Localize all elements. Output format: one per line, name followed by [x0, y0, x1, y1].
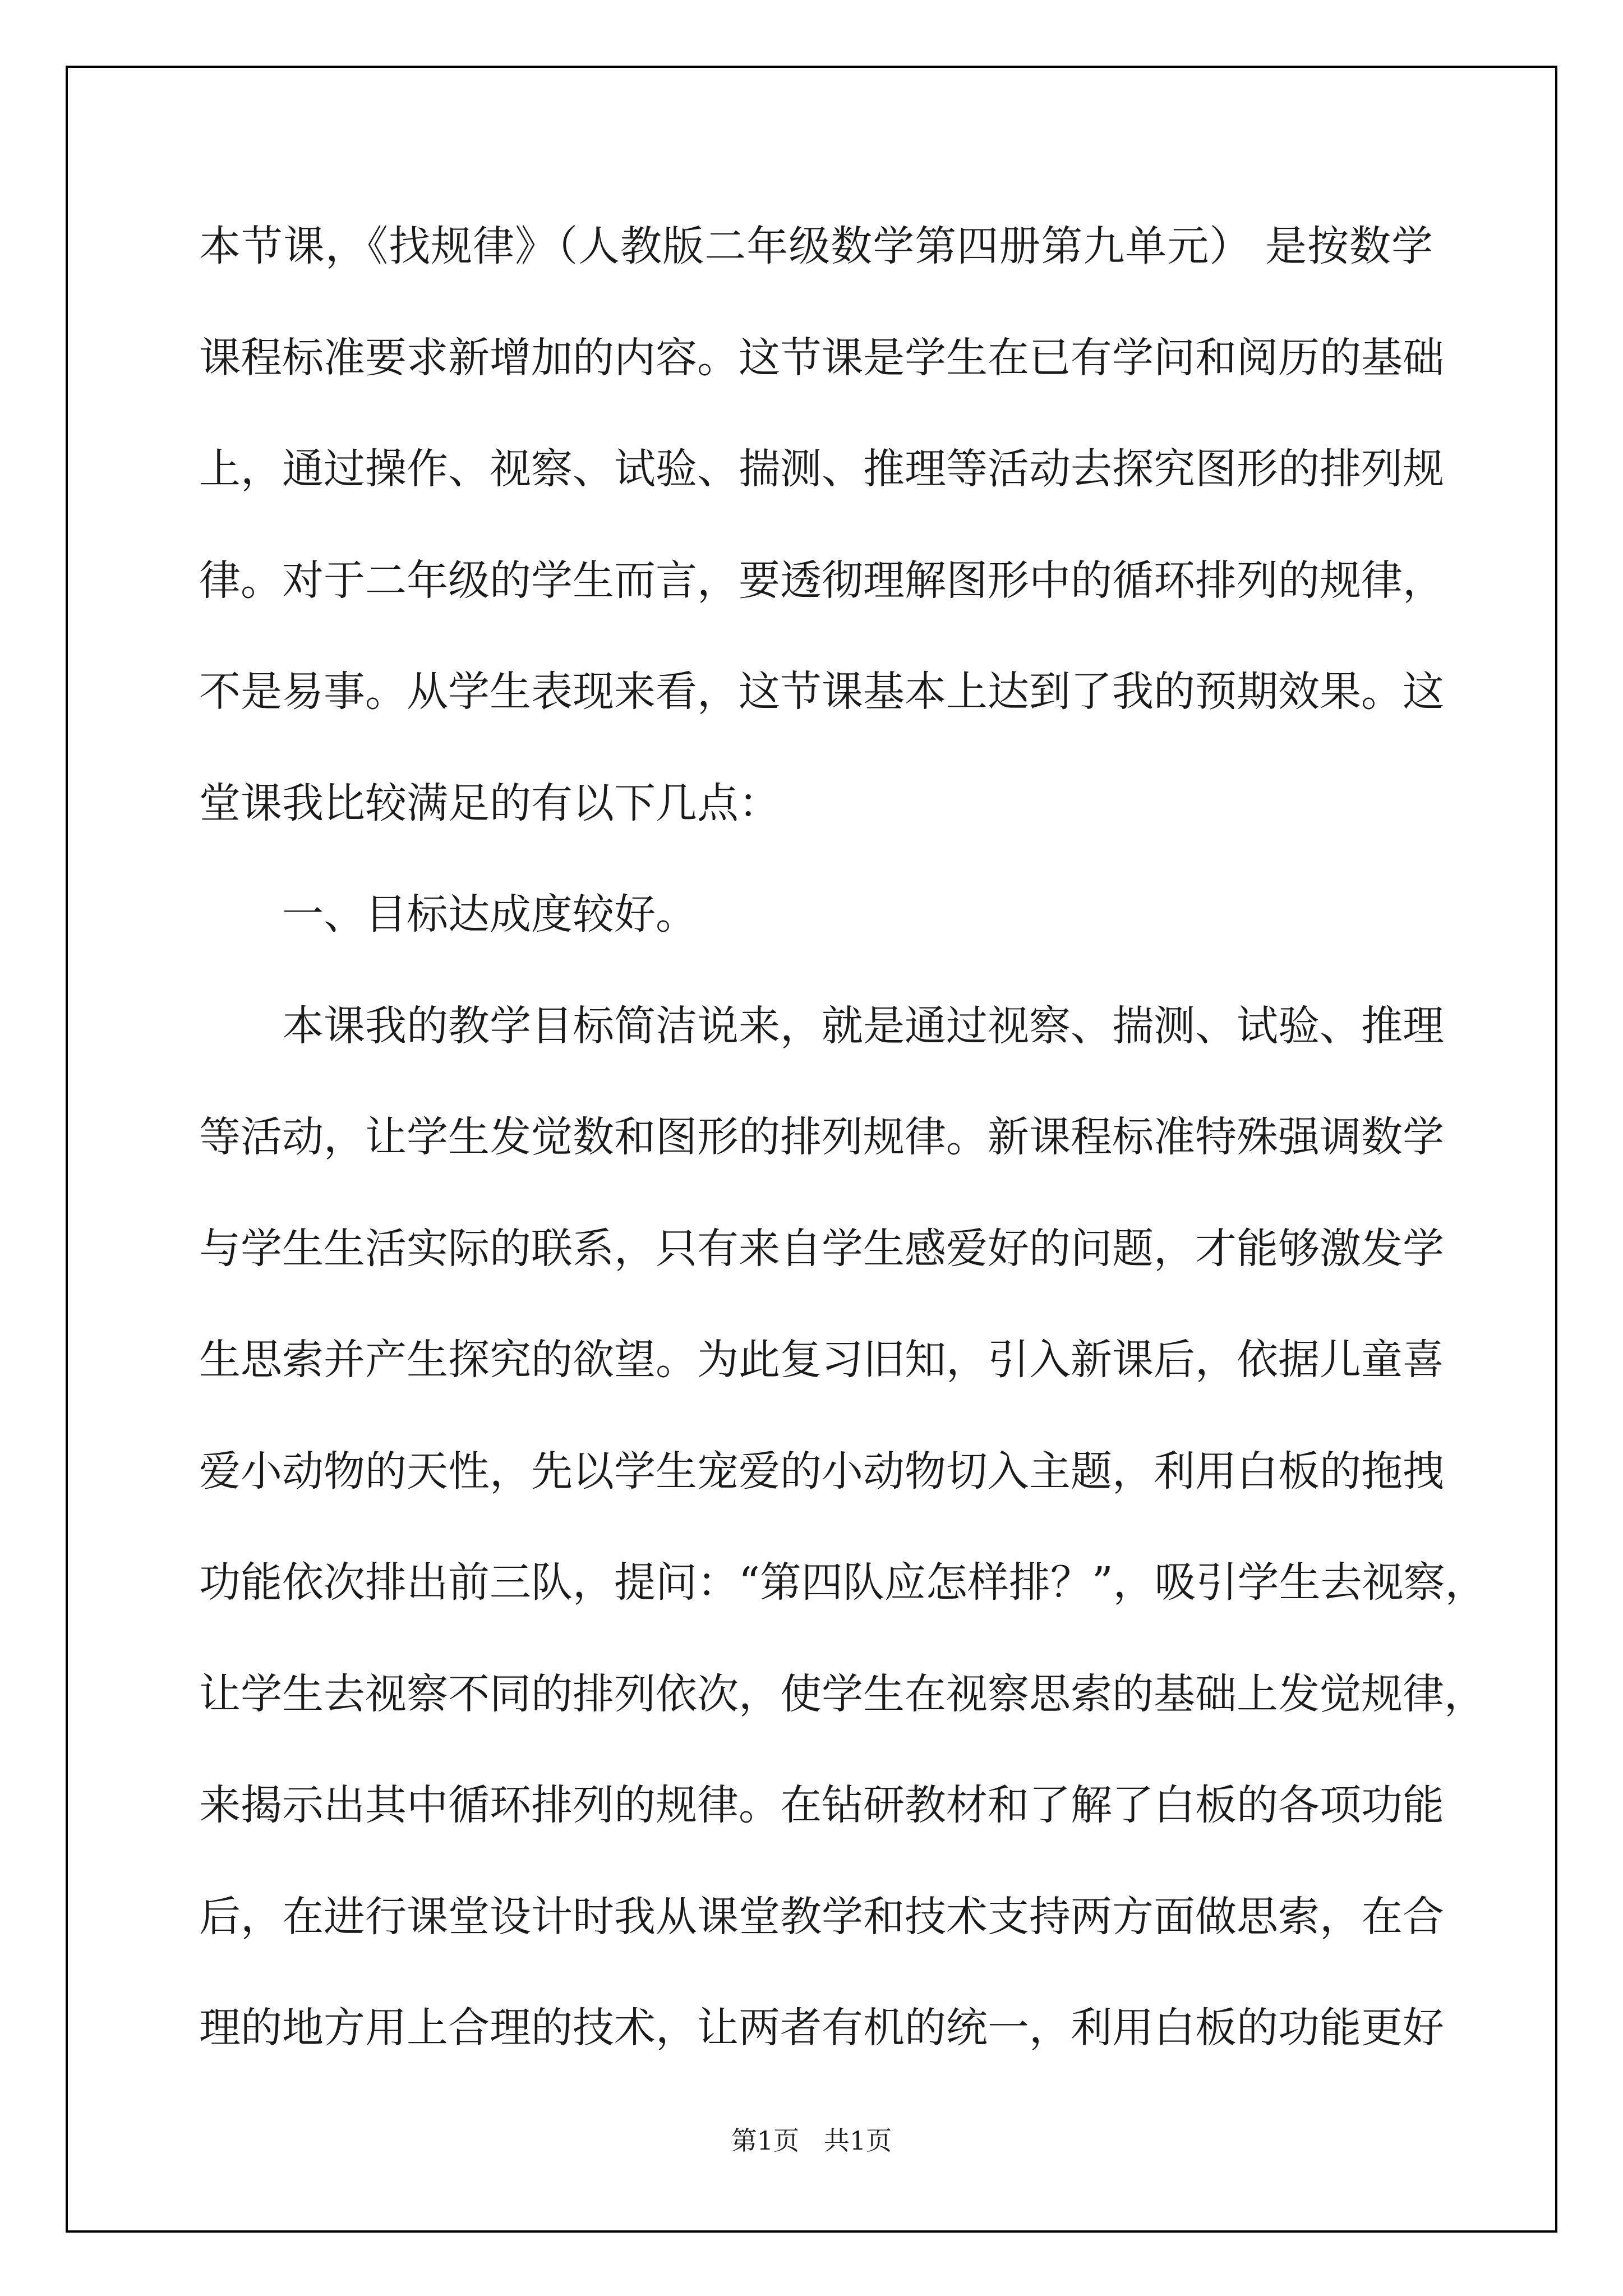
- section-heading: 一、目标达成度较好。: [282, 890, 697, 938]
- text-line: 来揭示出其中循环排列的规律。在钻研教材和了解了白板的各项功能: [199, 1781, 1444, 1829]
- text-line: 功能依次排出前三队，提问：“第四队应怎样排？”，吸引学生去视察，: [199, 1558, 1487, 1607]
- text-line: 后，在进行课堂设计时我从课堂教学和技术支持两方面做思索，在合: [199, 1892, 1444, 1941]
- text-line: 等活动，让学生发觉数和图形的排列规律。新课程标准特殊强调数学: [199, 1113, 1444, 1161]
- text-line: 本节课，《找规律》（人教版二年级数学第四册第九单元） 是按数学: [199, 222, 1433, 270]
- text-line: 爱小动物的天性，先以学生宠爱的小动物切入主题，利用白板的拖拽: [199, 1447, 1444, 1496]
- text-line: 理的地方用上合理的技术，让两者有机的统一，利用白板的功能更好: [199, 2004, 1444, 2052]
- text-line: 律。对于二年级的学生而言，要透彻理解图形中的循环排列的规律，: [199, 556, 1444, 605]
- text-line: 与学生生活实际的联系，只有来自学生感爱好的问题，才能够激发学: [199, 1224, 1444, 1273]
- text-line: 上，通过操作、视察、试验、揣测、推理等活动去探究图形的排列规: [199, 445, 1444, 493]
- text-line: 不是易事。从学生表现来看，这节课基本上达到了我的预期效果。这: [199, 668, 1444, 716]
- document-body: [199, 215, 1487, 2109]
- text-line: 本课我的教学目标简洁说来，就是通过视察、揣测、试验、推理: [282, 1001, 1444, 1050]
- text-line: 课程标准要求新增加的内容。这节课是学生在已有学问和阅历的基础: [199, 333, 1444, 382]
- page-footer: 第1页 共1页: [731, 2125, 892, 2156]
- text-line: 让学生去视察不同的排列依次，使学生在视察思索的基础上发觉规律，: [199, 1669, 1486, 1718]
- text-line: 生思索并产生探究的欲望。为此复习旧知，引入新课后，依据儿童喜: [199, 1336, 1444, 1384]
- text-line: 堂课我比较满足的有以下几点：: [199, 779, 780, 827]
